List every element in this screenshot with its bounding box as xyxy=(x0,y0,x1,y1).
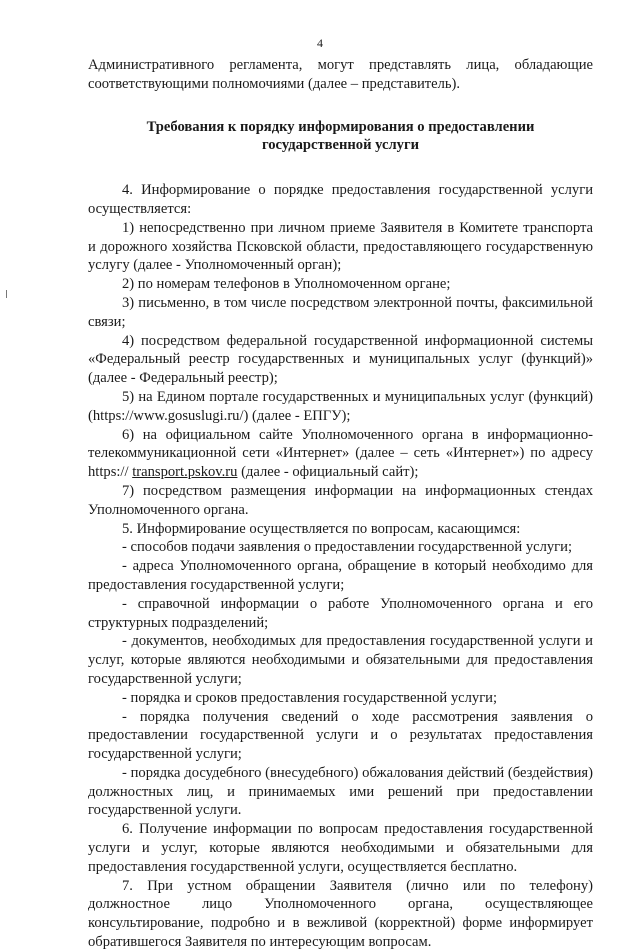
page-number: 4 xyxy=(317,36,323,50)
paragraph-5-item-g: - порядка досудебного (внесудебного) обжалования действий (бездействия) должностных лиц, и принимаемых ими решений при предоставлении государственной услуги. xyxy=(88,764,593,819)
paragraph-4-item-6 xyxy=(88,426,593,482)
paragraph-5-item-f: - порядка получения сведений о ходе рассмотрения заявления о предоставлении государственной услуги и о результатах предоставления государственной услуги; xyxy=(88,708,593,763)
paragraph-4-item-6-text: 6) на официальном сайте Уполномоченного органа в информационно-телекоммуникационной сети «Интернет» (далее – сеть «Интернет») по адресу https:// xyxy=(88,426,593,481)
paragraph-5-item-c: - справочной информации о работе Уполномоченного органа и его структурных подразделений; xyxy=(88,595,593,631)
paragraph-4-item-7: 7) посредством размещения информации на информационных стендах Уполномоченного органа. xyxy=(88,482,593,518)
paragraph-4-item-1: 1) непосредственно при личном приеме Заявителя в Комитете транспорта и дорожного хозяйства Псковской области, предоставляющего государственную услугу (далее - Уполномоченный орган); xyxy=(88,219,593,274)
paragraph-4-item-4: 4) посредством федеральной государственной информационной системы «Федеральный реестр государственных и муниципальных услуг (функций)» (далее - Федеральный реестр); xyxy=(88,332,593,387)
paragraph-7: 7. При устном обращении Заявителя (лично или по телефону) должностное лицо Уполномоченного органа, осуществляющее консультирование, подробно и в вежливой (корректной) форме информирует обратившегося Заявителя по интересующим вопросам. xyxy=(88,877,593,951)
paragraph-4-item-5: 5) на Едином портале государственных и муниципальных услуг (функций) (https://www.gosuslugi.ru/) (далее - ЕПГУ); xyxy=(88,388,593,424)
paragraph-5-item-b: - адреса Уполномоченного органа, обращение в который необходимо для предоставления государственной услуги; xyxy=(88,558,593,593)
paragraph-5-item-d: - документов, необходимых для предоставления государственной услуги и услуг, которые являются необходимыми и обязательными для предоставления государственной услуги; xyxy=(88,633,593,687)
official-site-link[interactable]: transport.pskov.ru xyxy=(132,464,238,481)
section-heading-line-2: государственной услуги xyxy=(261,137,420,154)
intro-paragraph: Административного регламента, могут представлять лица, обладающие соответствующими полномочиями (далее – представитель). xyxy=(88,57,593,92)
paragraph-4-item-3: 3) письменно, в том числе посредством электронной почты, факсимильной связи; xyxy=(88,294,593,330)
paragraph-4-item-6-tail: (далее - официальный сайт); xyxy=(237,464,419,481)
section-heading-line-1: Требования к порядку информирования о предоставлении xyxy=(146,118,535,135)
paragraph-5: 5. Информирование осуществляется по вопросам, касающимся: xyxy=(122,520,521,537)
paragraph-4-item-2: 2) по номерам телефонов в Уполномоченном органе; xyxy=(122,276,451,293)
paragraph-5-item-a: - способов подачи заявления о предоставлении государственной услуги; xyxy=(122,539,573,556)
section-heading xyxy=(88,118,593,156)
paragraph-5-item-e: - порядка и сроков предоставления государственной услуги; xyxy=(122,689,498,706)
paragraph-4: 4. Информирование о порядке предоставления государственной услуги осуществляется: xyxy=(88,182,593,217)
paragraph-6: 6. Получение информации по вопросам предоставления государственной услуги и услуг, которые являются необходимыми и обязательными для предоставления государственной услуги, осуществляется бесплатно. xyxy=(88,821,593,875)
document-body xyxy=(88,56,593,952)
scan-artifact xyxy=(6,290,7,298)
